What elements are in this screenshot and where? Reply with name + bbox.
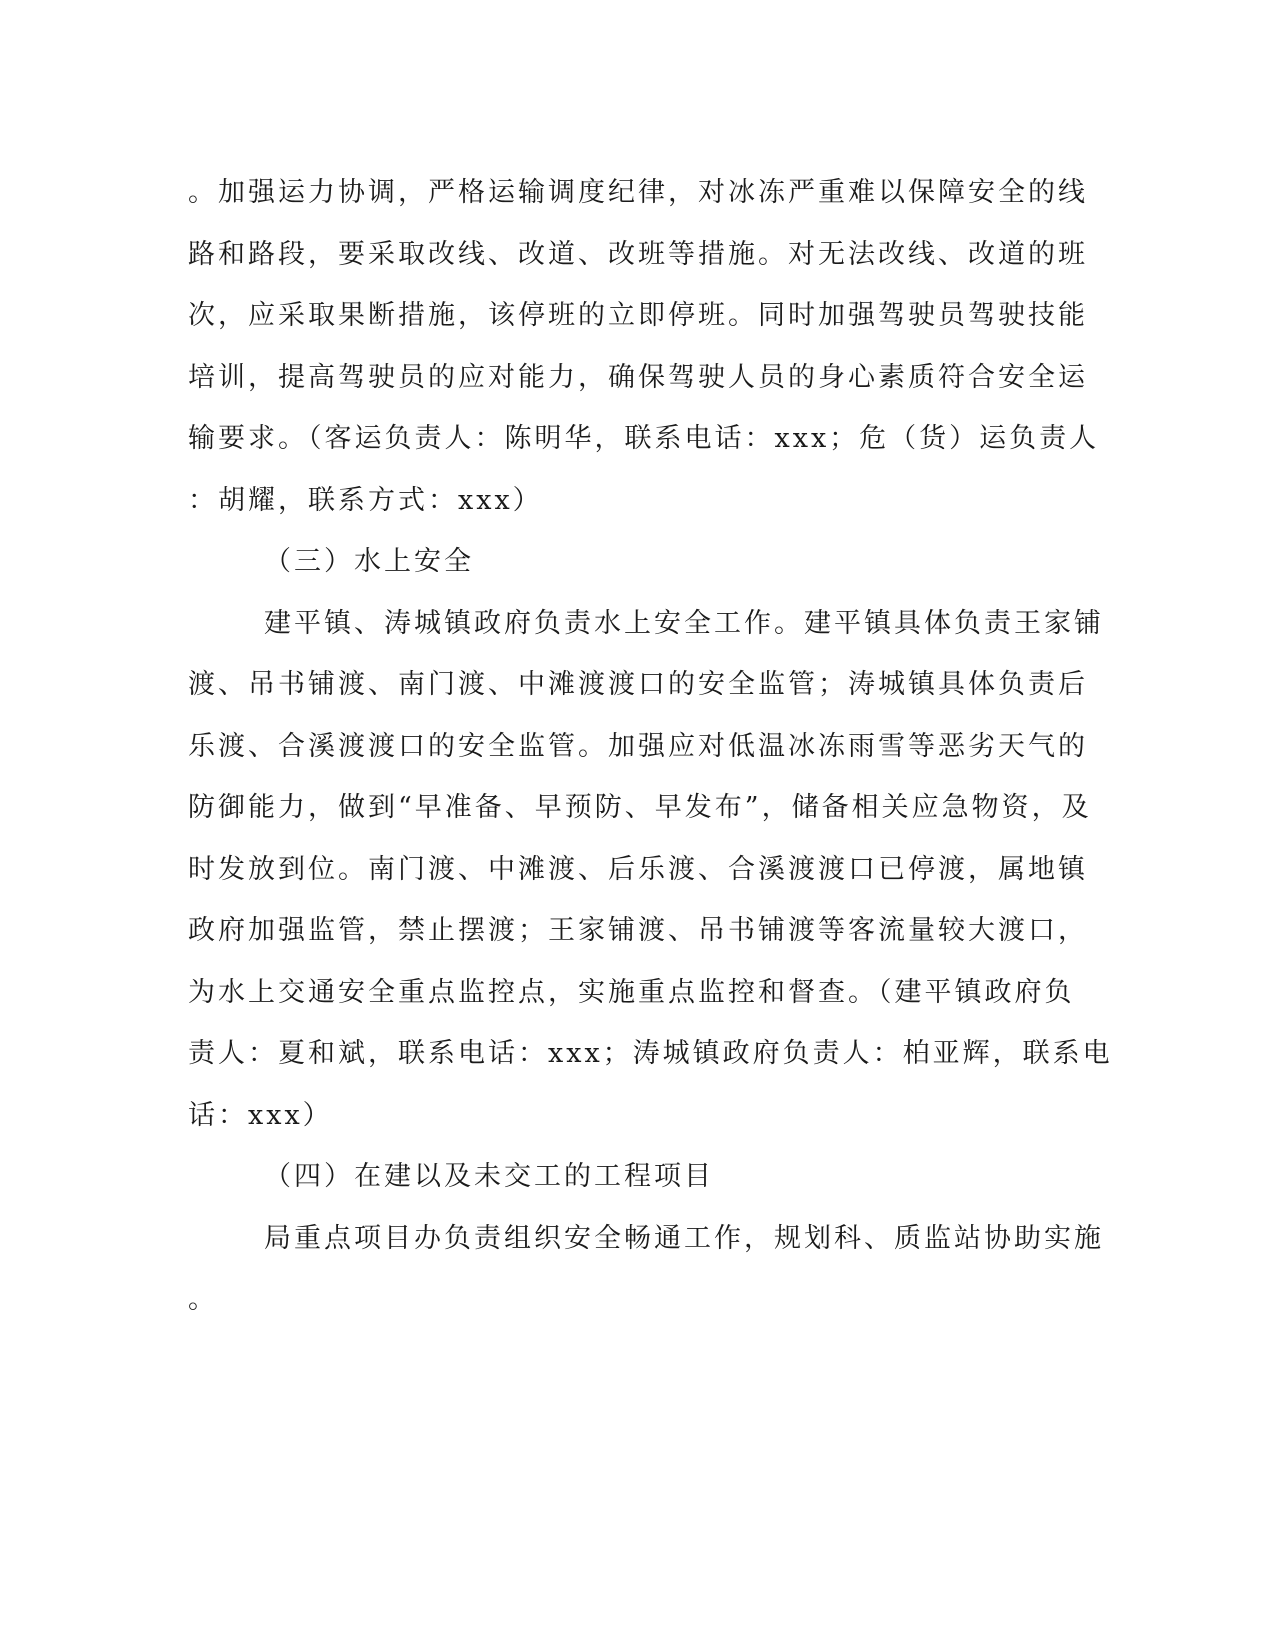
text-line: 输要求。（客运负责人：陈明华，联系电话：xxx；危（货）运负责人	[188, 423, 1100, 454]
text-line: 政府加强监管，禁止摆渡；王家铺渡、吊书铺渡等客流量较大渡口，	[188, 915, 1088, 946]
text-line: 培训，提高驾驶员的应对能力，确保驾驶人员的身心素质符合安全运	[188, 361, 1088, 393]
text-line: 乐渡、合溪渡渡口的安全监管。加强应对低温冰冻雨雪等恶劣天气的	[188, 730, 1088, 762]
section-heading-water-safety: （三）水上安全	[264, 546, 474, 577]
text-line: 局重点项目办负责组织安全畅通工作，规划科、质监站协助实施	[264, 1222, 1104, 1254]
text-line: 话：xxx）	[188, 1099, 333, 1131]
text-line: 路和路段，要采取改线、改道、改班等措施。对无法改线、改道的班	[188, 238, 1088, 270]
text-line: ：胡耀，联系方式：xxx）	[188, 484, 543, 516]
text-line: 责人：夏和斌，联系电话：xxx；涛城镇政府负责人：柏亚辉，联系电	[188, 1038, 1113, 1069]
text-line: 次，应采取果断措施，该停班的立即停班。同时加强驾驶员驾驶技能	[188, 300, 1088, 331]
text-line: 渡、吊书铺渡、南门渡、中滩渡渡口的安全监管；涛城镇具体负责后	[188, 669, 1088, 700]
text-line: 时发放到位。南门渡、中滩渡、后乐渡、合溪渡渡口已停渡，属地镇	[188, 853, 1088, 885]
document-body	[188, 162, 1113, 1331]
text-line: 防御能力，做到“早准备、早预防、早发布”，储备相关应急物资，及	[188, 792, 1092, 823]
text-line: 为水上交通安全重点监控点，实施重点监控和督查。（建平镇政府负	[188, 976, 1075, 1008]
section-heading-construction-projects: （四）在建以及未交工的工程项目	[264, 1161, 714, 1192]
text-line: 建平镇、涛城镇政府负责水上安全工作。建平镇具体负责王家铺	[264, 607, 1104, 639]
text-line: 。加强运力协调，严格运输调度纪律，对冰冻严重难以保障安全的线	[188, 177, 1088, 208]
text-line: 。	[188, 1284, 218, 1315]
